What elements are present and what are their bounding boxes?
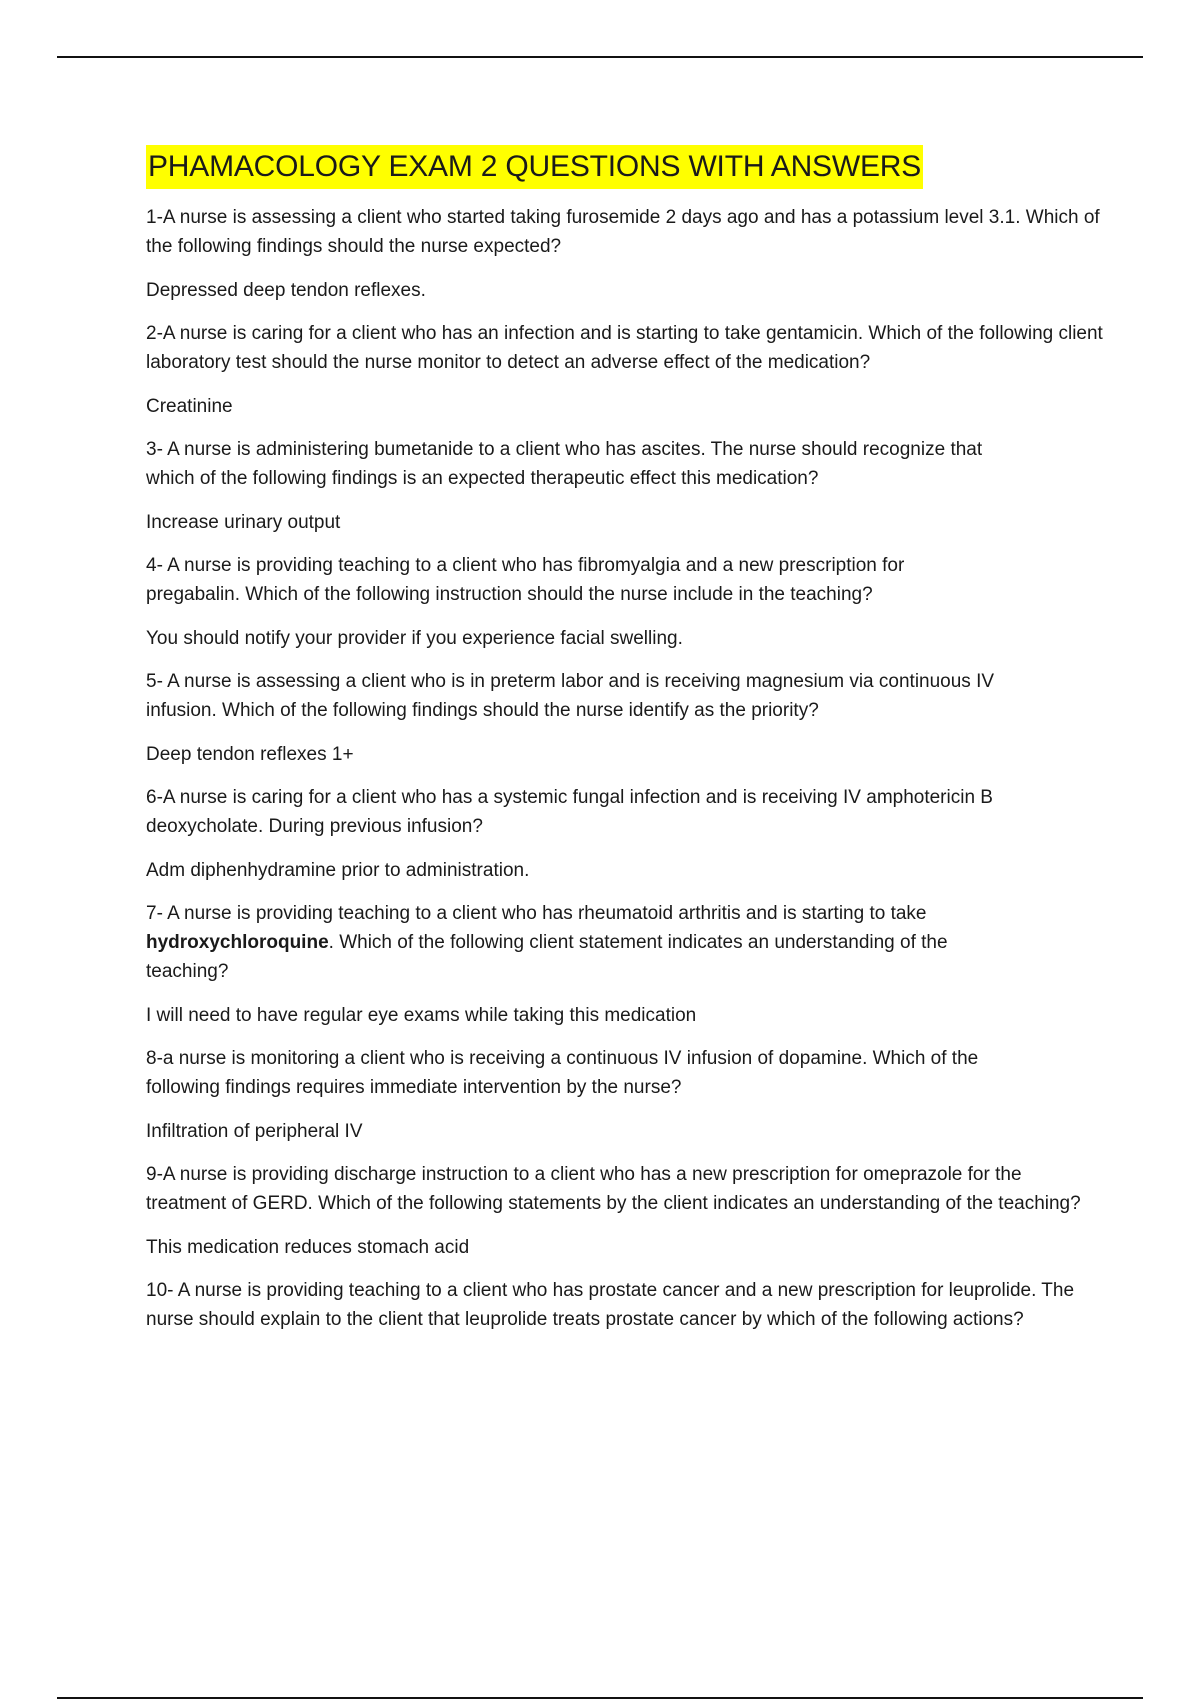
question-3: 3- A nurse is administering bumetanide to a client who has ascites. The nurse should recognize that which of the following findings is an expected therapeutic effect this medication? [146,439,983,489]
answer-2: Creatinine [146,396,233,417]
qa-item-6 [146,783,1106,885]
top-rule [57,56,1143,58]
question-8: 8-a nurse is monitoring a client who is receiving a continuous IV infusion of dopamine. Which of the following findings requires immediate intervention by the nurse? [146,1048,979,1098]
answer-3: Increase urinary output [146,512,341,533]
question-4: 4- A nurse is providing teaching to a client who has fibromyalgia and a new prescription for pregabalin. Which of the following instruction should the nurse include in the teaching? [146,555,905,605]
qa-item-7 [146,899,1106,1030]
question-10: 10- A nurse is providing teaching to a client who has prostate cancer and a new prescription for leuprolide. The nurse should explain to the client that leuprolide treats prostate cancer by which of the following actions? [146,1280,1075,1330]
qa-item-4 [146,551,1106,653]
qa-item-3 [146,435,1106,537]
document-body [146,145,1106,1349]
answer-6: Adm diphenhydramine prior to administration. [146,860,530,881]
qa-item-1 [146,203,1106,305]
question-7-drug-name: hydroxychloroquine [146,932,329,953]
document-title: PHAMACOLOGY EXAM 2 QUESTIONS WITH ANSWERS [146,145,923,189]
qa-item-2 [146,319,1106,421]
question-1: 1-A nurse is assessing a client who started taking furosemide 2 days ago and has a potassium level 3.1. Which of the following findings should the nurse expected? [146,207,1100,257]
answer-5: Deep tendon reflexes 1+ [146,744,354,765]
answer-1: Depressed deep tendon reflexes. [146,280,426,301]
question-7-text-post: . Which of the following client statement indicates an understanding of the teaching? [146,932,948,982]
question-5: 5- A nurse is assessing a client who is in preterm labor and is receiving magnesium via continuous IV infusion. Which of the following findings should the nurse identify as the priority? [146,671,995,721]
bottom-rule [57,1697,1143,1699]
question-2: 2-A nurse is caring for a client who has an infection and is starting to take gentamicin. Which of the following client laboratory test should the nurse monitor to detect an adverse effect of the medication? [146,323,1103,373]
qa-item-10 [146,1276,1106,1334]
answer-7: I will need to have regular eye exams while taking this medication [146,1005,697,1026]
qa-item-9 [146,1160,1106,1262]
qa-item-8 [146,1044,1106,1146]
answer-4: You should notify your provider if you experience facial swelling. [146,628,683,649]
question-7-text-pre: 7- A nurse is providing teaching to a client who has rheumatoid arthritis and is starting to take [146,903,927,924]
question-7 [146,899,1026,986]
qa-item-5 [146,667,1106,769]
question-6: 6-A nurse is caring for a client who has a systemic fungal infection and is receiving IV amphotericin B deoxycholate. During previous infusion? [146,787,993,837]
answer-9: This medication reduces stomach acid [146,1237,470,1258]
question-9: 9-A nurse is providing discharge instruction to a client who has a new prescription for omeprazole for the treatment of GERD. Which of the following statements by the client indicates an understanding of the teaching? [146,1164,1081,1214]
answer-8: Infiltration of peripheral IV [146,1121,363,1142]
